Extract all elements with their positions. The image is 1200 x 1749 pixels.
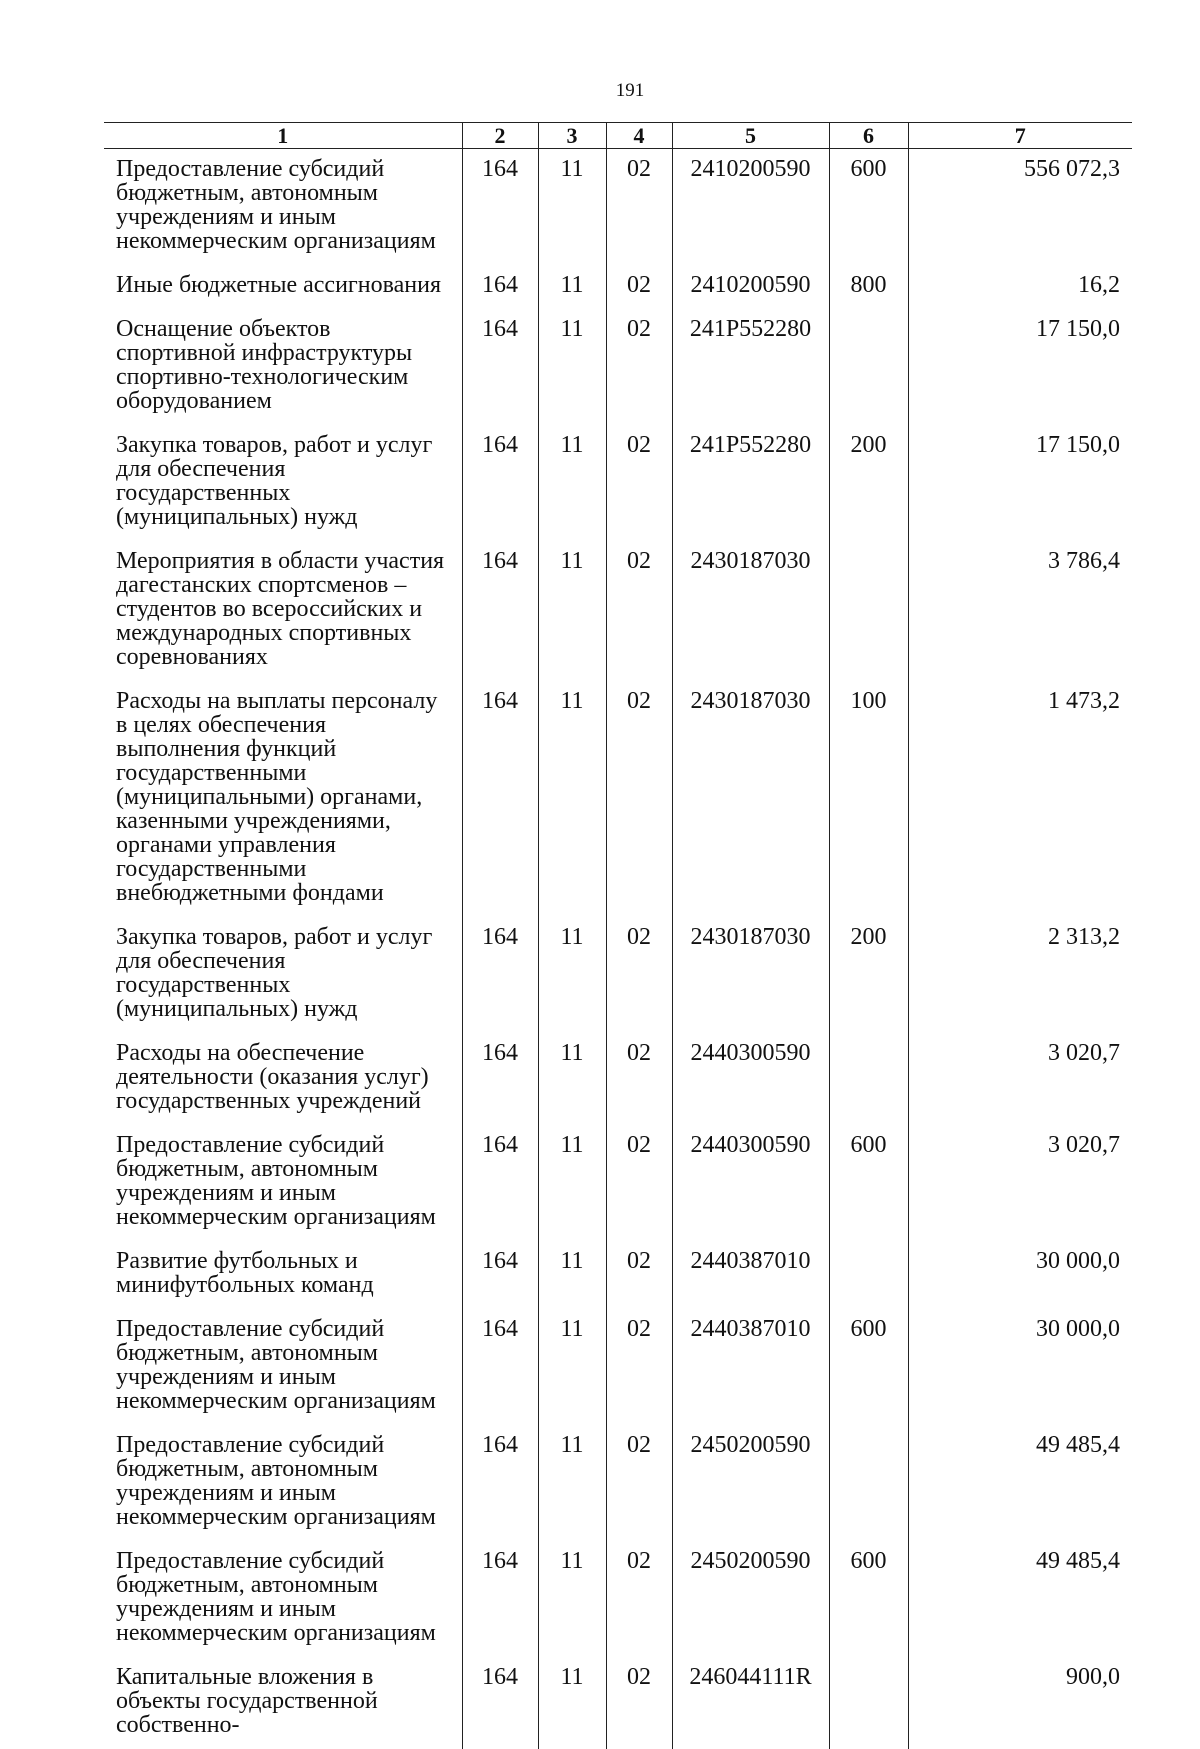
expense-name-cell: Закупка товаров, работ и услуг для обеспечения государственных (муниципальных) нужд (104, 425, 462, 541)
section-code-cell: 11 (538, 1541, 606, 1657)
subsection-code-cell: 02 (606, 1309, 672, 1425)
amount-cell: 1 473,2 (908, 681, 1132, 917)
expense-name-cell: Предоставление субсидий бюджетным, автономным учреждениям и иным некоммерческим организациям (104, 1309, 462, 1425)
ministry-code-cell: 164 (462, 1309, 538, 1425)
expense-name-cell: Расходы на обеспечение деятельности (оказания услуг) государственных учреждений (104, 1033, 462, 1125)
target-article-code-cell: 2440300590 (672, 1033, 829, 1125)
column-number-row (104, 123, 1132, 149)
amount-cell: 3 020,7 (908, 1125, 1132, 1241)
target-article-code-cell: 2440387010 (672, 1241, 829, 1309)
table-row (104, 149, 1132, 266)
subsection-code-cell: 02 (606, 1241, 672, 1309)
ministry-code-cell: 164 (462, 309, 538, 425)
table-row (104, 425, 1132, 541)
section-code-cell: 11 (538, 425, 606, 541)
amount-cell: 30 000,0 (908, 1309, 1132, 1425)
target-article-code-cell: 2450200590 (672, 1425, 829, 1541)
expense-name-cell: Расходы на выплаты персоналу в целях обеспечения выполнения функций государственными (муниципальными) органами, казенными учреждениями, органами управления государственными внебюджетными фондами (104, 681, 462, 917)
table-row (104, 309, 1132, 425)
section-code-cell: 11 (538, 1241, 606, 1309)
expense-type-code-cell: 800 (829, 265, 908, 309)
amount-cell: 900,0 (908, 1657, 1132, 1749)
expense-name-cell: Предоставление субсидий бюджетным, автономным учреждениям и иным некоммерческим организациям (104, 149, 462, 266)
section-code-cell: 11 (538, 265, 606, 309)
section-code-cell: 11 (538, 1309, 606, 1425)
ministry-code-cell: 164 (462, 425, 538, 541)
target-article-code-cell: 241P552280 (672, 309, 829, 425)
subsection-code-cell: 02 (606, 1033, 672, 1125)
ministry-code-cell: 164 (462, 149, 538, 266)
subsection-code-cell: 02 (606, 1657, 672, 1749)
column-header: 4 (606, 123, 672, 149)
amount-cell: 16,2 (908, 265, 1132, 309)
expense-type-code-cell: 600 (829, 1309, 908, 1425)
section-code-cell: 11 (538, 681, 606, 917)
section-code-cell: 11 (538, 1033, 606, 1125)
amount-cell: 3 786,4 (908, 541, 1132, 681)
section-code-cell: 11 (538, 1425, 606, 1541)
column-header: 6 (829, 123, 908, 149)
expense-type-code-cell: 600 (829, 149, 908, 266)
expense-name-cell: Иные бюджетные ассигнования (104, 265, 462, 309)
column-header: 2 (462, 123, 538, 149)
table-row (104, 917, 1132, 1033)
table-row (104, 1241, 1132, 1309)
subsection-code-cell: 02 (606, 1425, 672, 1541)
ministry-code-cell: 164 (462, 1125, 538, 1241)
ministry-code-cell: 164 (462, 1033, 538, 1125)
expense-type-code-cell: 600 (829, 1125, 908, 1241)
expense-name-cell: Предоставление субсидий бюджетным, автономным учреждениям и иным некоммерческим организациям (104, 1541, 462, 1657)
table-row (104, 1309, 1132, 1425)
amount-cell: 17 150,0 (908, 425, 1132, 541)
expense-type-code-cell (829, 1657, 908, 1749)
amount-cell: 3 020,7 (908, 1033, 1132, 1125)
subsection-code-cell: 02 (606, 1541, 672, 1657)
table-row (104, 1541, 1132, 1657)
expense-type-code-cell (829, 309, 908, 425)
ministry-code-cell: 164 (462, 681, 538, 917)
table-row (104, 1425, 1132, 1541)
subsection-code-cell: 02 (606, 541, 672, 681)
expense-name-cell: Предоставление субсидий бюджетным, автономным учреждениям и иным некоммерческим организациям (104, 1425, 462, 1541)
table-row (104, 541, 1132, 681)
target-article-code-cell: 2430187030 (672, 917, 829, 1033)
table-row (104, 265, 1132, 309)
expense-type-code-cell: 200 (829, 917, 908, 1033)
amount-cell: 49 485,4 (908, 1541, 1132, 1657)
subsection-code-cell: 02 (606, 681, 672, 917)
amount-cell: 556 072,3 (908, 149, 1132, 266)
target-article-code-cell: 2440387010 (672, 1309, 829, 1425)
amount-cell: 2 313,2 (908, 917, 1132, 1033)
target-article-code-cell: 241P552280 (672, 425, 829, 541)
target-article-code-cell: 2430187030 (672, 541, 829, 681)
amount-cell: 49 485,4 (908, 1425, 1132, 1541)
table-row (104, 681, 1132, 917)
column-header: 7 (908, 123, 1132, 149)
column-header: 1 (104, 123, 462, 149)
expense-type-code-cell: 600 (829, 1541, 908, 1657)
expense-name-cell: Мероприятия в области участия дагестанских спортсменов – студентов во всероссийских и международных спортивных соревнованиях (104, 541, 462, 681)
section-code-cell: 11 (538, 541, 606, 681)
expense-type-code-cell: 200 (829, 425, 908, 541)
table-body (104, 149, 1132, 1749)
expense-type-code-cell (829, 541, 908, 681)
target-article-code-cell: 246044111R (672, 1657, 829, 1749)
ministry-code-cell: 164 (462, 1657, 538, 1749)
column-header: 5 (672, 123, 829, 149)
section-code-cell: 11 (538, 917, 606, 1033)
amount-cell: 17 150,0 (908, 309, 1132, 425)
expense-name-cell: Капитальные вложения в объекты государственной собственно- (104, 1657, 462, 1749)
expense-name-cell: Развитие футбольных и минифутбольных команд (104, 1241, 462, 1309)
section-code-cell: 11 (538, 1657, 606, 1749)
ministry-code-cell: 164 (462, 1425, 538, 1541)
target-article-code-cell: 2450200590 (672, 1541, 829, 1657)
expense-type-code-cell (829, 1033, 908, 1125)
expense-type-code-cell: 100 (829, 681, 908, 917)
subsection-code-cell: 02 (606, 425, 672, 541)
target-article-code-cell: 2410200590 (672, 265, 829, 309)
subsection-code-cell: 02 (606, 149, 672, 266)
target-article-code-cell: 2440300590 (672, 1125, 829, 1241)
amount-cell: 30 000,0 (908, 1241, 1132, 1309)
table-row (104, 1657, 1132, 1749)
subsection-code-cell: 02 (606, 309, 672, 425)
ministry-code-cell: 164 (462, 1541, 538, 1657)
target-article-code-cell: 2410200590 (672, 149, 829, 266)
section-code-cell: 11 (538, 149, 606, 266)
subsection-code-cell: 02 (606, 265, 672, 309)
column-header: 3 (538, 123, 606, 149)
table-row (104, 1033, 1132, 1125)
expense-name-cell: Предоставление субсидий бюджетным, автономным учреждениям и иным некоммерческим организациям (104, 1125, 462, 1241)
subsection-code-cell: 02 (606, 917, 672, 1033)
ministry-code-cell: 164 (462, 1241, 538, 1309)
expense-type-code-cell (829, 1241, 908, 1309)
budget-table (104, 122, 1132, 1749)
target-article-code-cell: 2430187030 (672, 681, 829, 917)
expense-name-cell: Закупка товаров, работ и услуг для обеспечения государственных (муниципальных) нужд (104, 917, 462, 1033)
ministry-code-cell: 164 (462, 541, 538, 681)
ministry-code-cell: 164 (462, 265, 538, 309)
page-number: 191 (0, 80, 1200, 102)
section-code-cell: 11 (538, 309, 606, 425)
subsection-code-cell: 02 (606, 1125, 672, 1241)
table-row (104, 1125, 1132, 1241)
expense-name-cell: Оснащение объектов спортивной инфраструктуры спортивно-технологическим оборудованием (104, 309, 462, 425)
ministry-code-cell: 164 (462, 917, 538, 1033)
section-code-cell: 11 (538, 1125, 606, 1241)
expense-type-code-cell (829, 1425, 908, 1541)
